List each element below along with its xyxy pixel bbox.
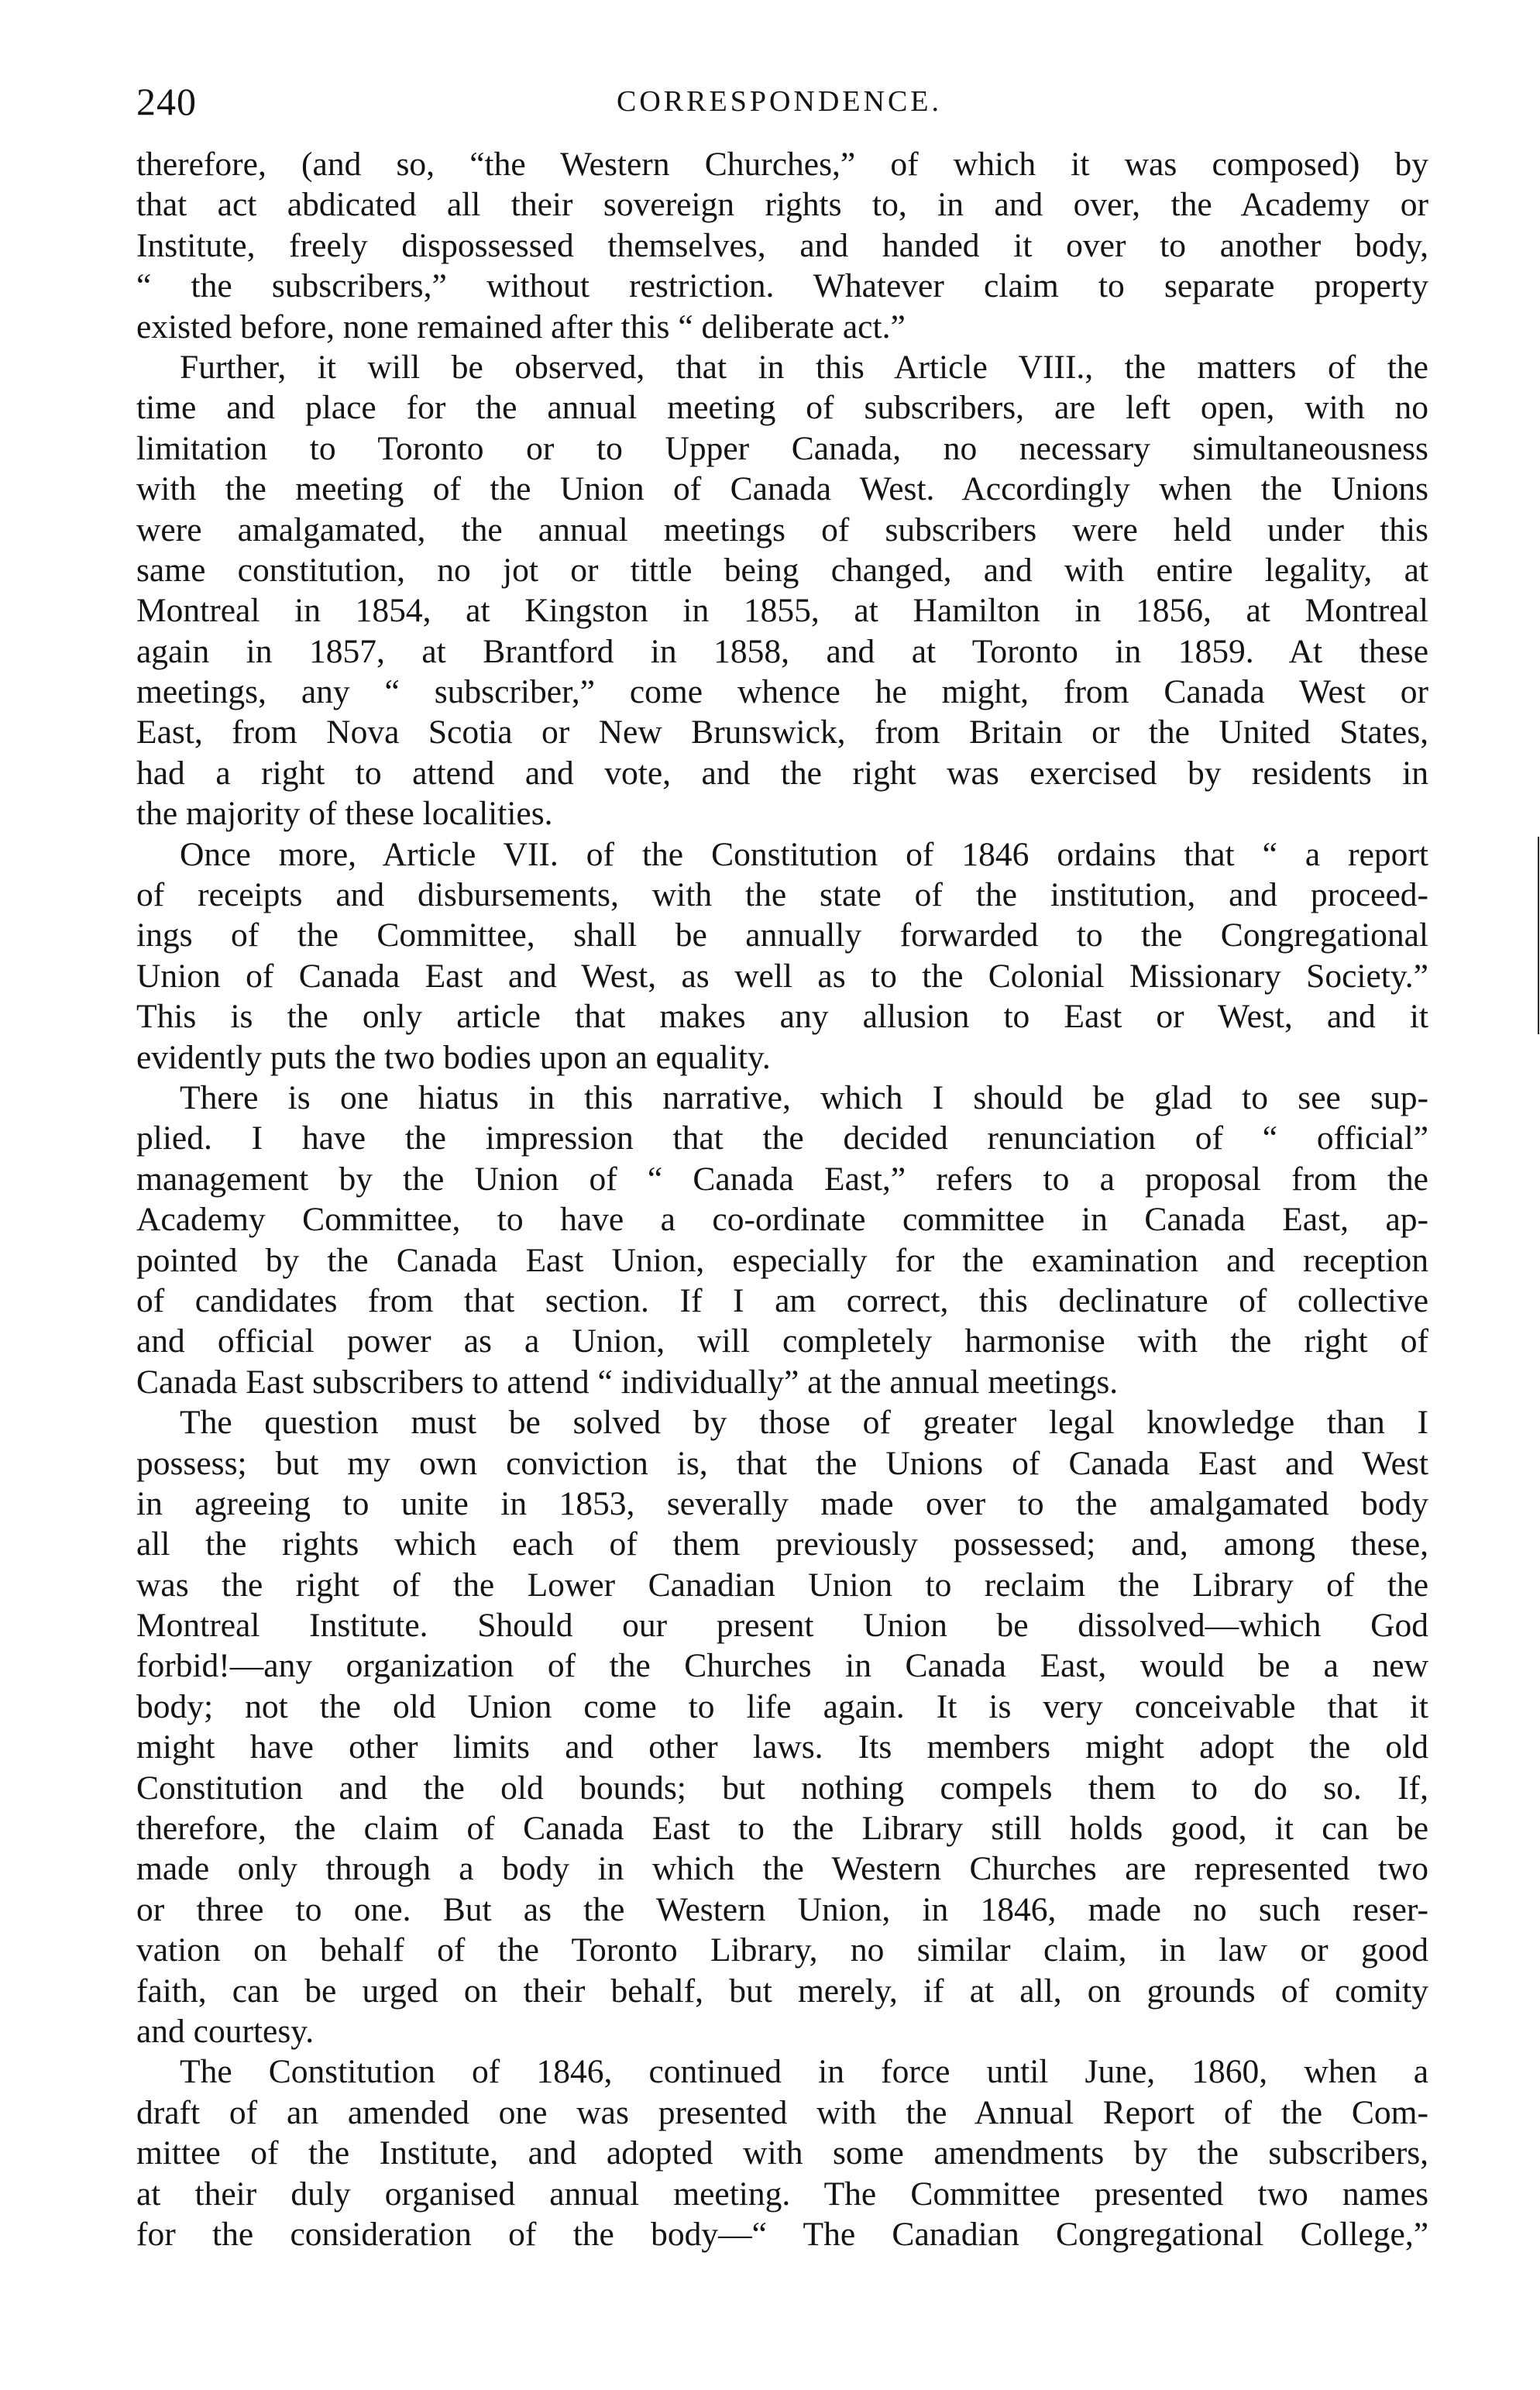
text-line: Union of Canada East and West, as well as to the Colonial Missionary Society.”	[136, 957, 1428, 995]
text-line: pointed by the Canada East Union, especially for the examination and reception	[136, 1241, 1428, 1279]
text-line: East, from Nova Scotia or New Brunswick, from Britain or the United States,	[136, 714, 1428, 751]
text-line: meetings, any “ subscriber,” come whence he might, from Canada West or	[136, 673, 1428, 711]
text-line: Academy Committee, to have a co-ordinate committee in Canada East, ap-	[136, 1201, 1428, 1239]
text-line: mittee of the Institute, and adopted with some amendments by the subscribers,	[136, 2134, 1428, 2172]
text-line: This is the only article that makes any allusion to East or West, and it	[136, 998, 1428, 1036]
text-line: and courtesy.	[136, 2012, 315, 2050]
text-line: Canada East subscribers to attend “ individually” at the annual meetings.	[136, 1363, 1119, 1401]
text-line: ings of the Committee, shall be annually forwarded to the Congregational	[136, 916, 1428, 954]
running-head	[136, 74, 1422, 129]
text-line: Further, it will be observed, that in this Article VIII., the matters of the	[180, 348, 1428, 386]
margin-rule	[1538, 837, 1539, 1034]
text-line: “ the subscribers,” without restriction. Whatever claim to separate property	[136, 267, 1428, 305]
text-line: plied. I have the impression that the decided renunciation of “ official”	[136, 1119, 1428, 1157]
page-number: 240	[136, 80, 197, 123]
text-line: body; not the old Union come to life again. It is very conceivable that it	[136, 1687, 1428, 1725]
text-line: faith, can be urged on their behalf, but merely, if at all, on grounds of comity	[136, 1972, 1428, 2010]
text-line: forbid!—any organization of the Churches in Canada East, would be a new	[136, 1647, 1428, 1685]
text-line: existed before, none remained after this “ deliberate act.”	[136, 308, 906, 346]
text-line: The Constitution of 1846, continued in force until June, 1860, when a	[180, 2053, 1428, 2091]
text-line: evidently puts the two bodies upon an equality.	[136, 1038, 771, 1076]
text-line: Once more, Article VII. of the Constitution of 1846 ordains that “ a report	[180, 835, 1428, 873]
text-line: same constitution, no jot or tittle being changed, and with entire legality, at	[136, 551, 1428, 589]
text-line: in agreeing to unite in 1853, severally made over to the amalgamated body	[136, 1484, 1428, 1522]
text-line: Montreal Institute. Should our present Union be dissolved—which God	[136, 1607, 1428, 1645]
text-line: had a right to attend and vote, and the right was exercised by residents in	[136, 754, 1428, 792]
text-line: and official power as a Union, will completely harmonise with the right of	[136, 1322, 1428, 1360]
text-line: might have other limits and other laws. Its members might adopt the old	[136, 1728, 1428, 1766]
text-line: therefore, (and so, “the Western Churches,” of which it was composed) by	[136, 146, 1428, 183]
text-line: Montreal in 1854, at Kingston in 1855, at Hamilton in 1856, at Montreal	[136, 592, 1428, 630]
text-line: were amalgamated, the annual meetings of subscribers were held under this	[136, 511, 1428, 548]
text-line: management by the Union of “ Canada East,” refers to a proposal from the	[136, 1160, 1428, 1198]
text-line: of receipts and disbursements, with the state of the institution, and proceed-	[136, 876, 1428, 914]
text-line: was the right of the Lower Canadian Union to reclaim the Library of the	[136, 1566, 1428, 1604]
text-line: Institute, freely dispossessed themselves, and handed it over to another body,	[136, 226, 1428, 264]
text-line: Constitution and the old bounds; but nothing compels them to do so. If,	[136, 1769, 1428, 1807]
text-line: draft of an amended one was presented with the Annual Report of the Com-	[136, 2093, 1428, 2131]
text-line: all the rights which each of them previously possessed; and, among these,	[136, 1525, 1428, 1563]
body-text	[136, 144, 1428, 2254]
text-line: for the consideration of the body—“ The Canadian Congregational College,”	[136, 2215, 1428, 2253]
text-line: the majority of these localities.	[136, 795, 553, 833]
text-line: limitation to Toronto or to Upper Canada, no necessary simultaneousness	[136, 429, 1428, 467]
text-line: that act abdicated all their sovereign rights to, in and over, the Academy or	[136, 186, 1428, 224]
text-line: again in 1857, at Brantford in 1858, and at Toronto in 1859. At these	[136, 632, 1428, 670]
text-line: with the meeting of the Union of Canada West. Accordingly when the Unions	[136, 470, 1428, 508]
text-line: time and place for the annual meeting of subscribers, are left open, with no	[136, 389, 1428, 427]
text-line: at their duly organised annual meeting. The Committee presented two names	[136, 2175, 1428, 2213]
text-line: There is one hiatus in this narrative, which I should be glad to see sup-	[180, 1078, 1428, 1116]
text-line: therefore, the claim of Canada East to the Library still holds good, it can be	[136, 1810, 1428, 1848]
text-line: vation on behalf of the Toronto Library, no similar claim, in law or good	[136, 1931, 1428, 1969]
text-line: of candidates from that section. If I am correct, this declinature of collective	[136, 1281, 1428, 1319]
text-line: made only through a body in which the Western Churches are represented two	[136, 1850, 1428, 1888]
text-line: or three to one. But as the Western Union, in 1846, made no such reser-	[136, 1890, 1428, 1928]
text-line: The question must be solved by those of greater legal knowledge than I	[180, 1404, 1428, 1442]
running-title: CORRESPONDENCE.	[617, 85, 942, 118]
text-line: possess; but my own conviction is, that the Unions of Canada East and West	[136, 1444, 1428, 1482]
